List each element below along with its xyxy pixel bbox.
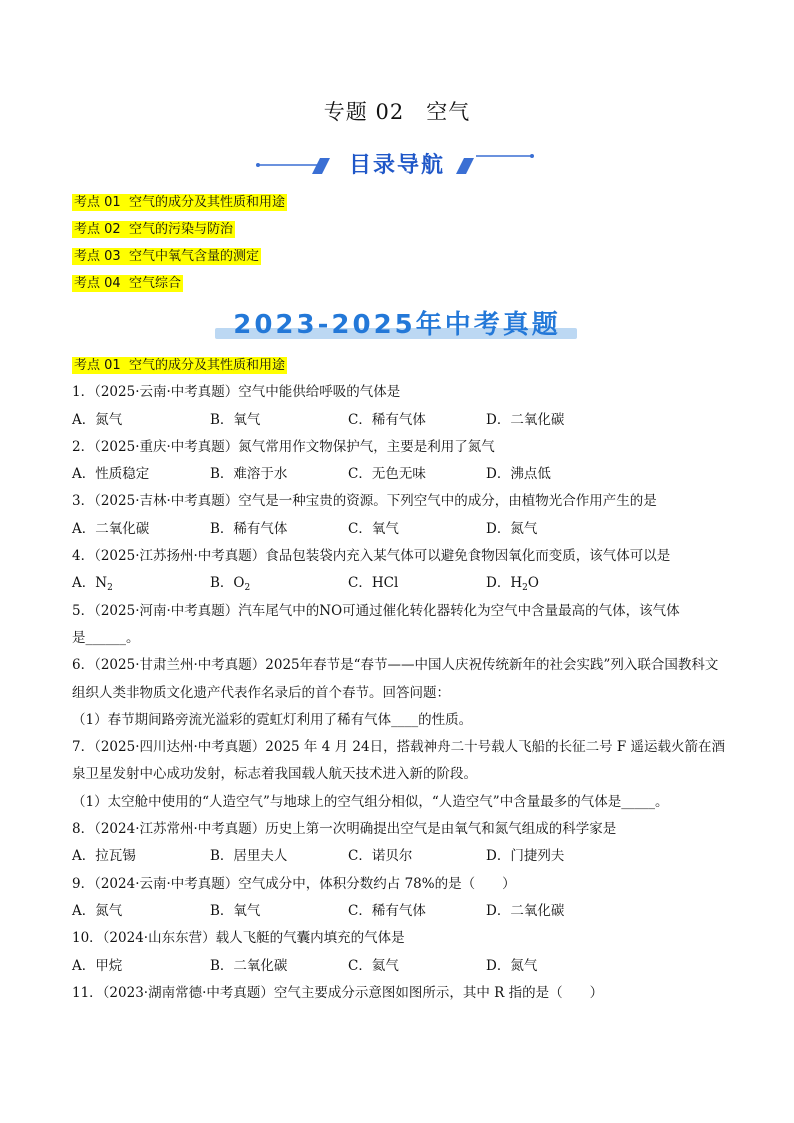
question-stem: 3．（2025·吉林·中考真题）空气是一种宝贵的资源。下列空气中的成分，由植物光合作用产生的是 [72,493,657,510]
question-options [72,898,724,925]
toc-item[interactable] [72,220,287,247]
section-code: 考点 01 [74,358,121,373]
toc-code: 考点 01 [74,195,121,210]
question-stem: 6．（2025·甘肃兰州·中考真题）2025年春节是“春节——中国人庆祝传统新年的社会实践”列入联合国教科文 [72,657,719,674]
question-options [72,407,724,434]
option-b: B．氧气 [210,902,261,919]
question-stem-cont: 是______。 [72,629,140,646]
table-of-contents [72,193,287,301]
toc-text: 空气综合 [128,276,181,291]
option-c: C．稀有气体 [348,411,426,428]
sub-question: （1）春节期间路旁流光溢彩的霓虹灯利用了稀有气体____的性质。 [72,711,473,728]
question-options [72,516,724,543]
question-stem: 2．（2025·重庆·中考真题）氮气常用作文物保护气，主要是利用了氮气 [72,438,495,455]
option-c: C．无色无味 [348,466,426,483]
question-options [72,953,724,980]
question-list [72,352,724,1007]
sub-question: （1）太空舱中使用的“人造空气”与地球上的空气组分相似，“人造空气”中含量最多的气体是_____。 [72,793,669,810]
toc-code: 考点 03 [74,249,121,264]
toc-text: 空气的成分及其性质和用途 [128,195,285,210]
option-b: B．居里夫人 [210,848,288,865]
question-options [72,843,724,870]
option-d: D．二氧化碳 [486,902,565,919]
question-stem: 7．（2025·四川达州·中考真题）2025 年 4 月 24日，搭载神舟二十号载人飞船的长征二号 F 遥运载火箭在酒 [72,739,726,756]
option-a: A．甲烷 [72,957,123,974]
toc-code: 考点 02 [74,222,121,237]
toc-item[interactable] [72,274,287,301]
option-c: C．氦气 [348,957,399,974]
option-c: C．稀有气体 [348,902,426,919]
toc-item[interactable] [72,193,287,220]
option-a: A．拉瓦锡 [72,848,136,865]
option-b: B．稀有气体 [210,520,288,537]
section-text: 空气的成分及其性质和用途 [128,358,285,373]
option-d: D．沸点低 [486,466,551,483]
toc-text: 空气的污染与防治 [128,222,233,237]
option-b: B．二氧化碳 [210,957,288,974]
page-title: 专题 02 空气 [323,100,471,124]
question-stem: 8．（2024·江苏常州·中考真题）历史上第一次明确提出空气是由氧气和氮气组成的科学家是 [72,821,617,838]
question-stem: 10．（2024·山东东营）载人飞艇的气囊内填充的气体是 [72,930,405,947]
option-d: D．$H_2O$ [486,575,539,594]
option-a: A．氮气 [72,902,123,919]
question-stem: 4．（2025·江苏扬州·中考真题）食品包装袋内充入某气体可以避免食物因氧化而变质，该气体可以是 [72,548,671,565]
question-stem-cont: 泉卫星发射中心成功发射，标志着我国载人航天技术进入新的阶段。 [72,766,477,783]
option-a: A．氮气 [72,411,123,428]
question-stem: 5．（2025·河南·中考真题）汽车尾气中的NO可通过催化转化器转化为空气中含量最高的气体，该气体 [72,602,680,619]
section-heading [72,352,724,379]
option-b: B．氧气 [210,411,261,428]
toc-header-label: 目录导航 [348,153,445,178]
toc-item[interactable] [72,247,287,274]
option-c: C．HCl [348,575,399,592]
question-stem: 9．（2024·云南·中考真题）空气成分中，体积分数约占 78%的是（ ） [72,875,516,892]
question-options [72,570,724,597]
option-b: B．难溶于水 [210,466,288,483]
section-banner [0,302,794,342]
question-stem: 1．（2025·云南·中考真题）空气中能供给呼吸的气体是 [72,384,401,401]
banner-title: 2023-2025年中考真题 [233,310,561,340]
option-d: D．二氧化碳 [486,411,565,428]
toc-text: 空气中氧气含量的测定 [128,249,259,264]
option-c: C．氧气 [348,520,399,537]
option-c: C．诺贝尔 [348,848,413,865]
option-d: D．门捷列夫 [486,848,565,865]
question-stem-cont: 组织人类非物质文化遗产代表作名录后的首个春节。回答问题： [72,684,450,701]
option-b: B．$O_2$ [210,575,251,594]
option-d: D．氮气 [486,957,538,974]
question-options [72,461,724,488]
option-a: A．二氧化碳 [72,520,150,537]
toc-code: 考点 04 [74,276,121,291]
option-d: D．氮气 [486,520,538,537]
option-a: A．$N_2$ [72,575,113,594]
option-a: A．性质稳定 [72,466,150,483]
toc-header [0,148,794,178]
question-stem: 11．（2023·湖南常德·中考真题）空气主要成分示意图如图所示，其中 R 指的是（ ） [72,984,604,1001]
